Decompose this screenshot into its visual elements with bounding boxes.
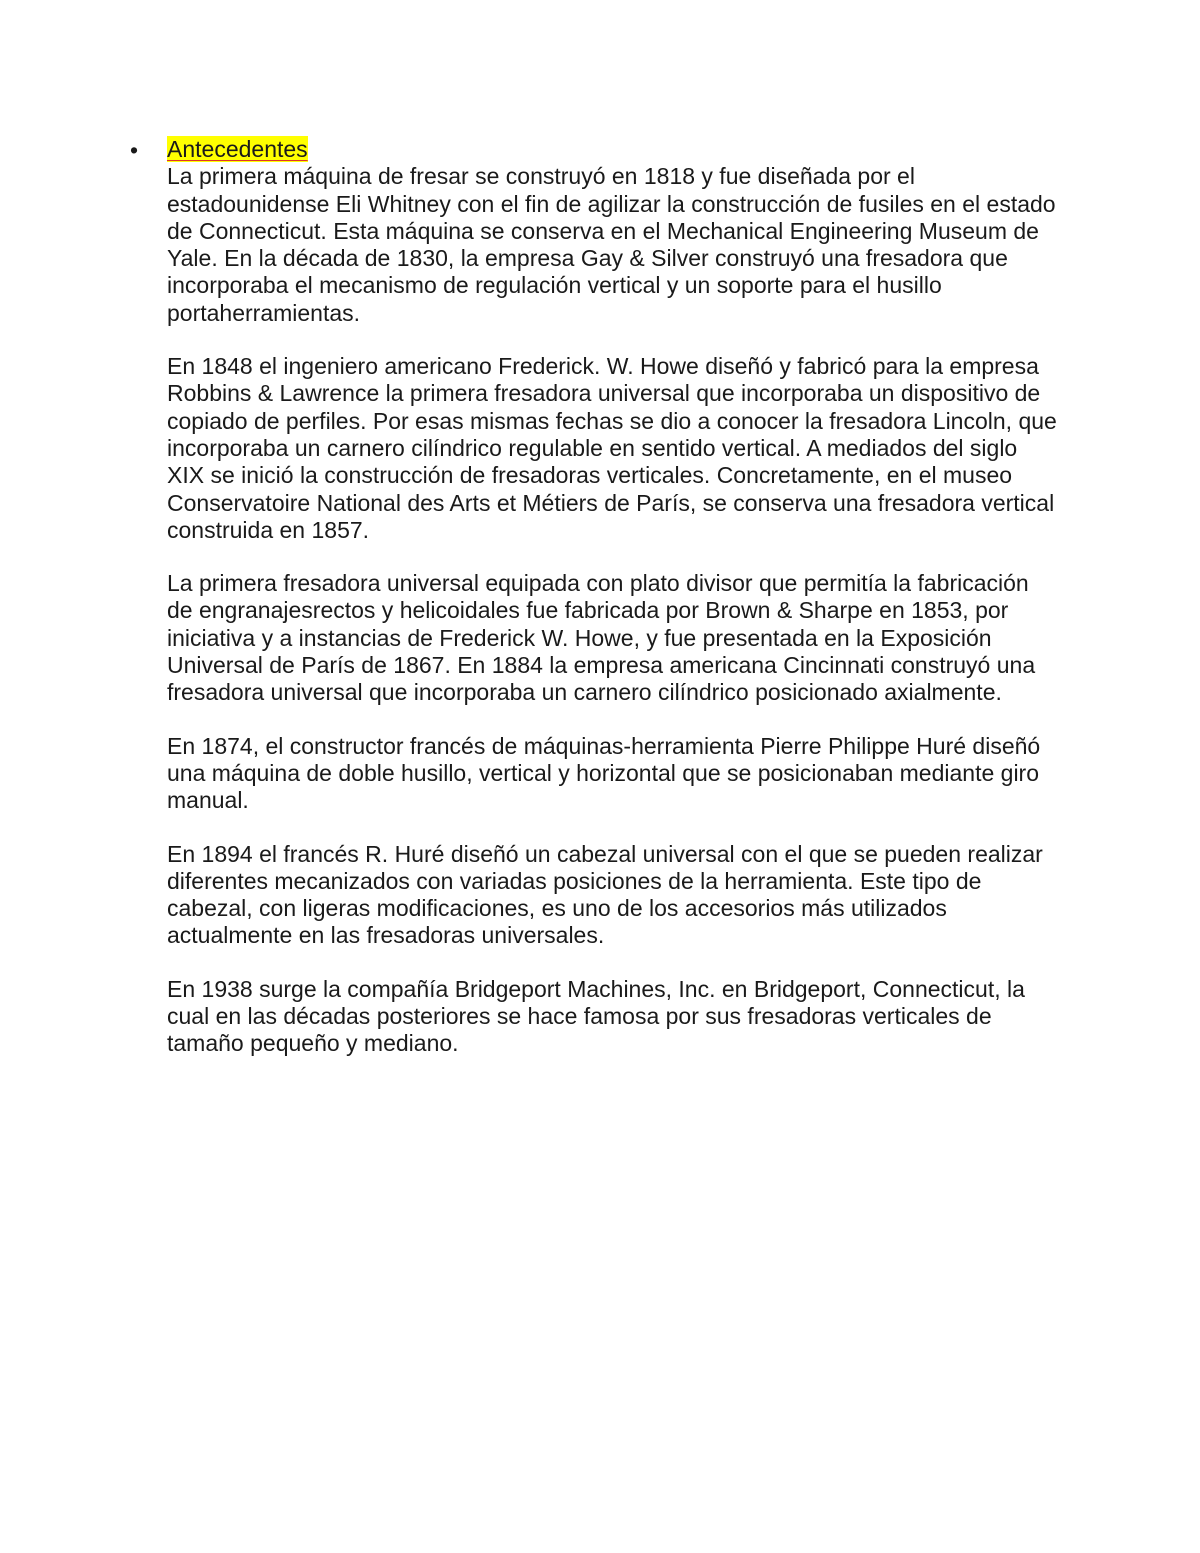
bullet-item-body xyxy=(167,136,1060,1058)
paragraph-1: La primera máquina de fresar se construyó en 1818 y fue diseñada por el estadounidense Eli Whitney con el fin de agilizar la construcción de fusiles en el estado de Connecticut. Esta máquina se conserva en el Mechanical Engineering Museum de Yale. En la década de 1830, la empresa Gay & Silver construyó una fresadora que incorporaba el mecanismo de regulación vertical y un soporte para el husillo portaherramientas. xyxy=(167,163,1056,326)
bullet-list-item xyxy=(130,136,1060,1058)
bullet-icon: • xyxy=(130,137,139,163)
paragraph-2: En 1848 el ingeniero americano Frederick. W. Howe diseñó y fabricó para la empresa Robbins & Lawrence la primera fresadora universal que incorporaba un dispositivo de copiado de perfiles. Por esas mismas fechas se dio a conocer la fresadora Lincoln, que incorporaba un carnero cilíndrico regulable en sentido vertical. A mediados del siglo XIX se inició la construcción de fresadoras verticales. Concretamente, en el museo Conservatoire National des Arts et Métiers de París, se conserva una fresadora vertical construida en 1857. xyxy=(167,353,1057,543)
paragraph-6: En 1938 surge la compañía Bridgeport Machines, Inc. en Bridgeport, Connecticut, la cual en las décadas posteriores se hace famosa por sus fresadoras verticales de tamaño pequeño y mediano. xyxy=(167,975,1025,1057)
section-heading-line xyxy=(167,136,1060,163)
paragraph-4: En 1874, el constructor francés de máquinas-herramienta Pierre Philippe Huré diseñó una máquina de doble husillo, vertical y horizontal que se posicionaban mediante giro manual. xyxy=(167,732,1041,814)
paragraph-5: En 1894 el francés R. Huré diseñó un cabezal universal con el que se pueden realizar diferentes mecanizados con variadas posiciones de la herramienta. Este tipo de cabezal, con ligeras modificaciones, es uno de los accesorios más utilizados actualmente en las fresadoras universales. xyxy=(167,840,1043,949)
paragraph-3: La primera fresadora universal equipada con plato divisor que permitía la fabricación de engranajesrectos y helicoidales fue fabricada por Brown & Sharpe en 1853, por iniciativa y a instancias de Frederick W. Howe, y fue presentada en la Exposición Universal de París de 1867. En 1884 la empresa americana Cincinnati construyó una fresadora universal que incorporaba un carnero cilíndrico posicionado axialmente. xyxy=(167,570,1036,706)
section-heading: Antecedentes xyxy=(167,136,308,162)
document-content xyxy=(130,136,1060,1058)
